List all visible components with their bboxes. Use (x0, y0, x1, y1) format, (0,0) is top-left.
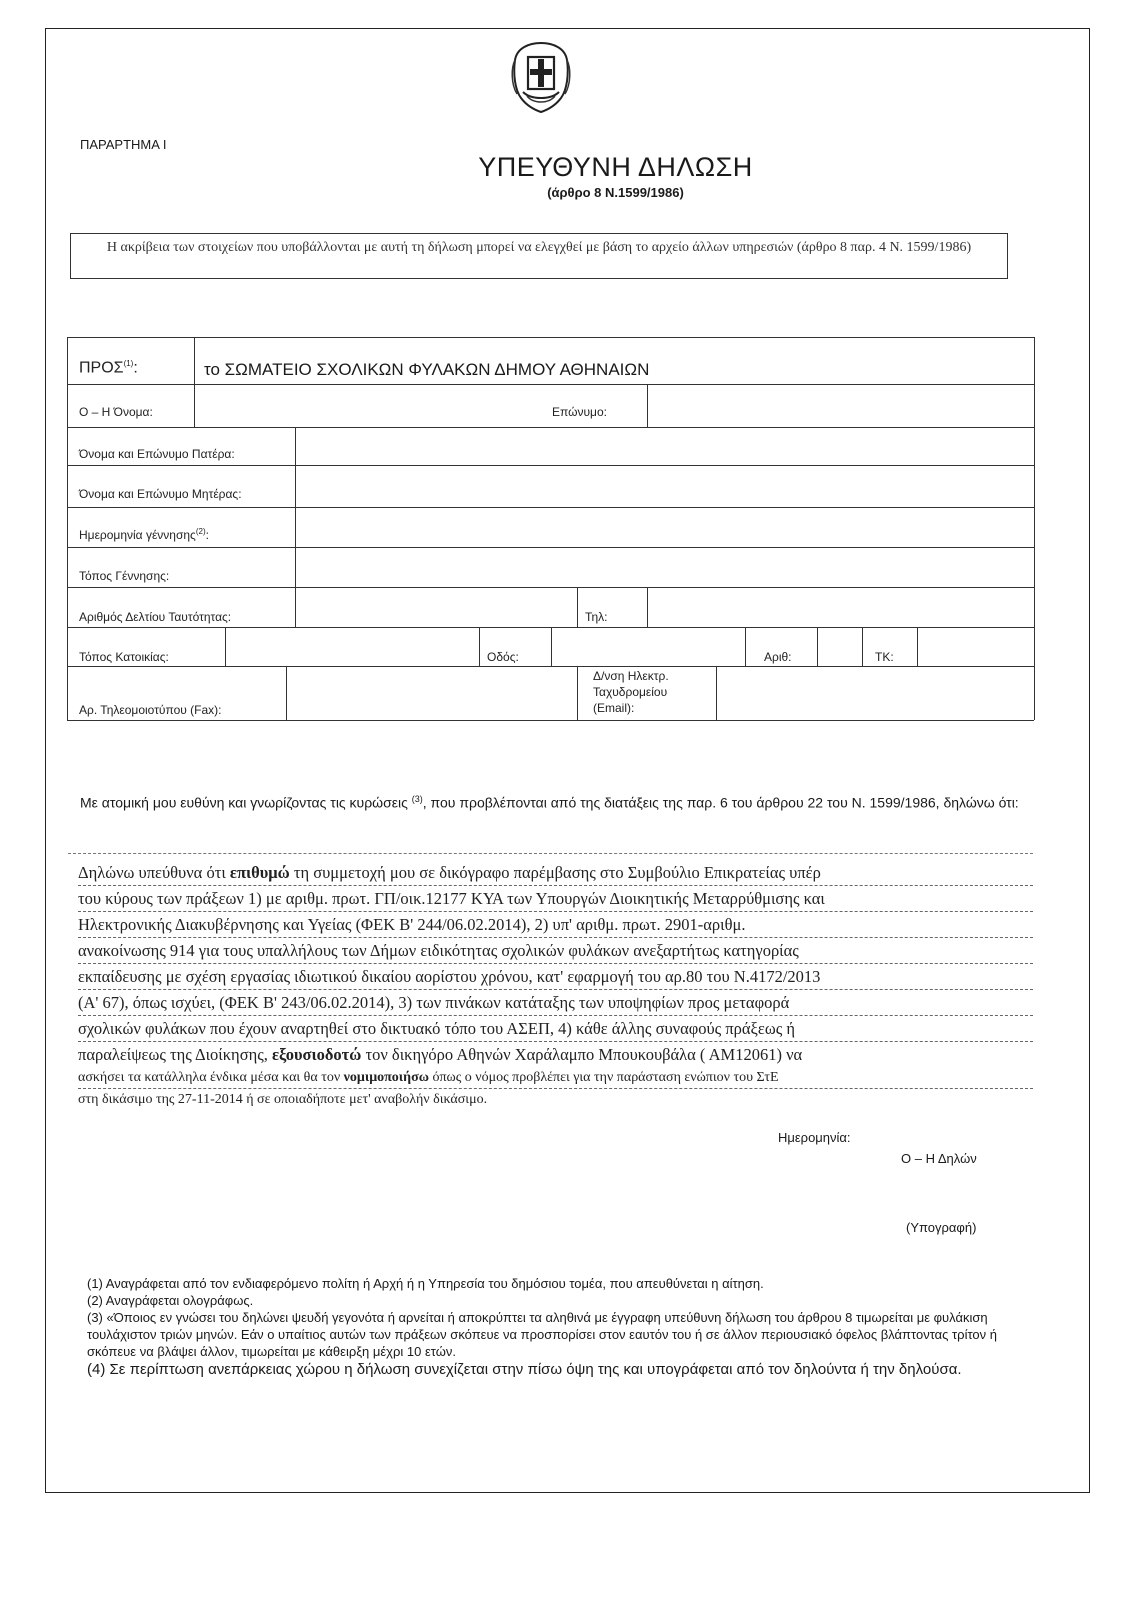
page-subtitle: (άρθρο 8 Ν.1599/1986) (547, 185, 684, 200)
page-title: ΥΠΕΥΘΥΝΗ ΔΗΛΩΣΗ (478, 152, 753, 182)
surname-label: Επώνυμο: (552, 405, 607, 419)
to-label: ΠΡΟΣ$^{(1)}$: (79, 359, 138, 377)
intro-statement: Με ατομική μου ευθύνη και γνωρίζοντας τις κυρώσεις $^{(3)}$, που προβλέπονται από της διατάξεις της παρ. 6 του άρθρου 22 του Ν. 1599/1986, δηλώνω ότι: (80, 794, 1019, 811)
divider (68, 853, 1033, 854)
birth-place-label: Τόπος Γέννησης: (79, 569, 170, 583)
mother-name-label: Όνομα και Επώνυμο Μητέρας: (79, 487, 242, 501)
first-name-label: Ο – Η Όνομα: (79, 405, 153, 419)
footnote-3: (3) «Όποιος εν γνώσει του δηλώνει ψευδή γεγονότα ή αρνείται ή αποκρύπτει τα αληθινά με έγγραφη υπεύθυνη δήλωση του άρθρου 8 τιμωρείται με φυλάκιση τουλάχιστον τριών μηνών. Εάν ο υπαίτιος αυτών των πράξεων σκόπευε να προσπορίσει στον εαυτόν του ή σε άλλον περιουσιακό όφελος βλάπτοντας τρίτον ή σκόπευε να βλάψει άλλον, τιμωρείται με κάθειρξη μέχρι 10 ετών. (87, 1310, 997, 1359)
footnotes (87, 1275, 1032, 1380)
street-label: Οδός: (487, 650, 519, 664)
accuracy-notice: Η ακρίβεια των στοιχείων που υποβάλλονται με αυτή τη δήλωση μπορεί να ελεγχθεί με βάση το αρχείο άλλων υπηρεσιών (άρθρο 8 παρ. 4 Ν. 1599/1986) (70, 233, 1008, 279)
recipient-value: το ΣΩΜΑΤΕΙΟ ΣΧΟΛΙΚΩΝ ΦΥΛΑΚΩΝ ΔΗΜΟΥ ΑΘΗΝΑΙΩΝ (204, 360, 650, 379)
father-name-label: Όνομα και Επώνυμο Πατέρα: (79, 447, 235, 461)
street-number-label: Αριθ: (764, 650, 792, 664)
declarant-label: Ο – Η Δηλών (901, 1151, 977, 1166)
footnote-2: (2) Αναγράφεται ολογράφως. (87, 1293, 254, 1308)
residence-label: Τόπος Κατοικίας: (79, 650, 169, 664)
footnote-4: (4) Σε περίπτωση ανεπάρκειας χώρου η δήλωση συνεχίζεται στην πίσω όψη της και υπογράφεται από τον δηλούντα ή την δηλούσα. (87, 1361, 962, 1378)
annex-label: ΠΑΡΑΡΤΗΜΑ Ι (80, 137, 167, 152)
date-label: Ημερομηνία: (778, 1130, 851, 1145)
birth-date-label: Ημερομηνία γέννησης$^{(2)}$: (79, 527, 209, 542)
phone-label: Τηλ: (585, 610, 608, 624)
personal-details-form (67, 337, 1034, 720)
declaration-text: Δηλώνω υπεύθυνα ότι επιθυμώ τη συμμετοχή μου σε δικόγραφο παρέμβασης στο Συμβούλιο Επικρατείας υπέρ του κύρους των πράξεων 1) με αριθμ. πρωτ. ΓΠ/οικ.12177 ΚΥΑ των Υπουργών Διοικητικής Μεταρρύθμισης και Ηλεκτρονικής Διακυβέρνησης και Υγείας (ΦΕΚ Β' 244/06.02.2014), 2) υπ' αριθμ. πρωτ. 2901-αριθμ. ανακοίνωσης 914 για τους υπαλλήλους των Δήμων ειδικότητας σχολικών φυλάκων ανεξαρτήτως κατηγορίας εκπαίδευσης με σχέση εργασίας ιδιωτικού δικαίου αορίστου χρόνου, κατ' εφαρμογή του αρ.80 του Ν.4172/2013 (Α' 67), όπως ισχύει, (ΦΕΚ Β' 243/06.02.2014), 3) των πινάκων κατάταξης των υποψηφίων προς μεταφορά σχολικών φυλάκων που έχουν αναρτηθεί στο δικτυακό τόπο του ΑΣΕΠ, 4) κάθε άλλης συναφούς πράξεως ή παραλείψεως της Διοίκησης, εξουσιοδοτώ τον δικηγόρο Αθηνών Χαράλαμπο Μπουκουβάλα ( ΑΜ12061) να ασκήσει τα κατάλληλα ένδικα μέσα και θα τον νομιμοποιήσω όπως ο νόμος προβλέπει για την παράσταση ενώπιον του ΣτΕ στη δικάσιμο της 27-11-2014 ή σε οποιαδήποτε μετ' αναβολήν δικάσιμο. (78, 860, 1033, 1111)
id-number-label: Αριθμός Δελτίου Ταυτότητας: (79, 610, 232, 624)
fax-label: Αρ. Τηλεομοιοτύπου (Fax): (79, 703, 222, 717)
email-label: Δ/νση Ηλεκτρ. Ταχυδρομείου (Email): (593, 669, 669, 715)
greek-coat-of-arms-icon (507, 40, 575, 114)
postcode-label: ΤΚ: (875, 650, 894, 664)
footnote-1: (1) Αναγράφεται από τον ενδιαφερόμενο πολίτη ή Αρχή ή η Υπηρεσία του δημόσιου τομέα, που απευθύνεται η αίτηση. (87, 1276, 764, 1291)
signature-label: (Υπογραφή) (906, 1220, 977, 1235)
